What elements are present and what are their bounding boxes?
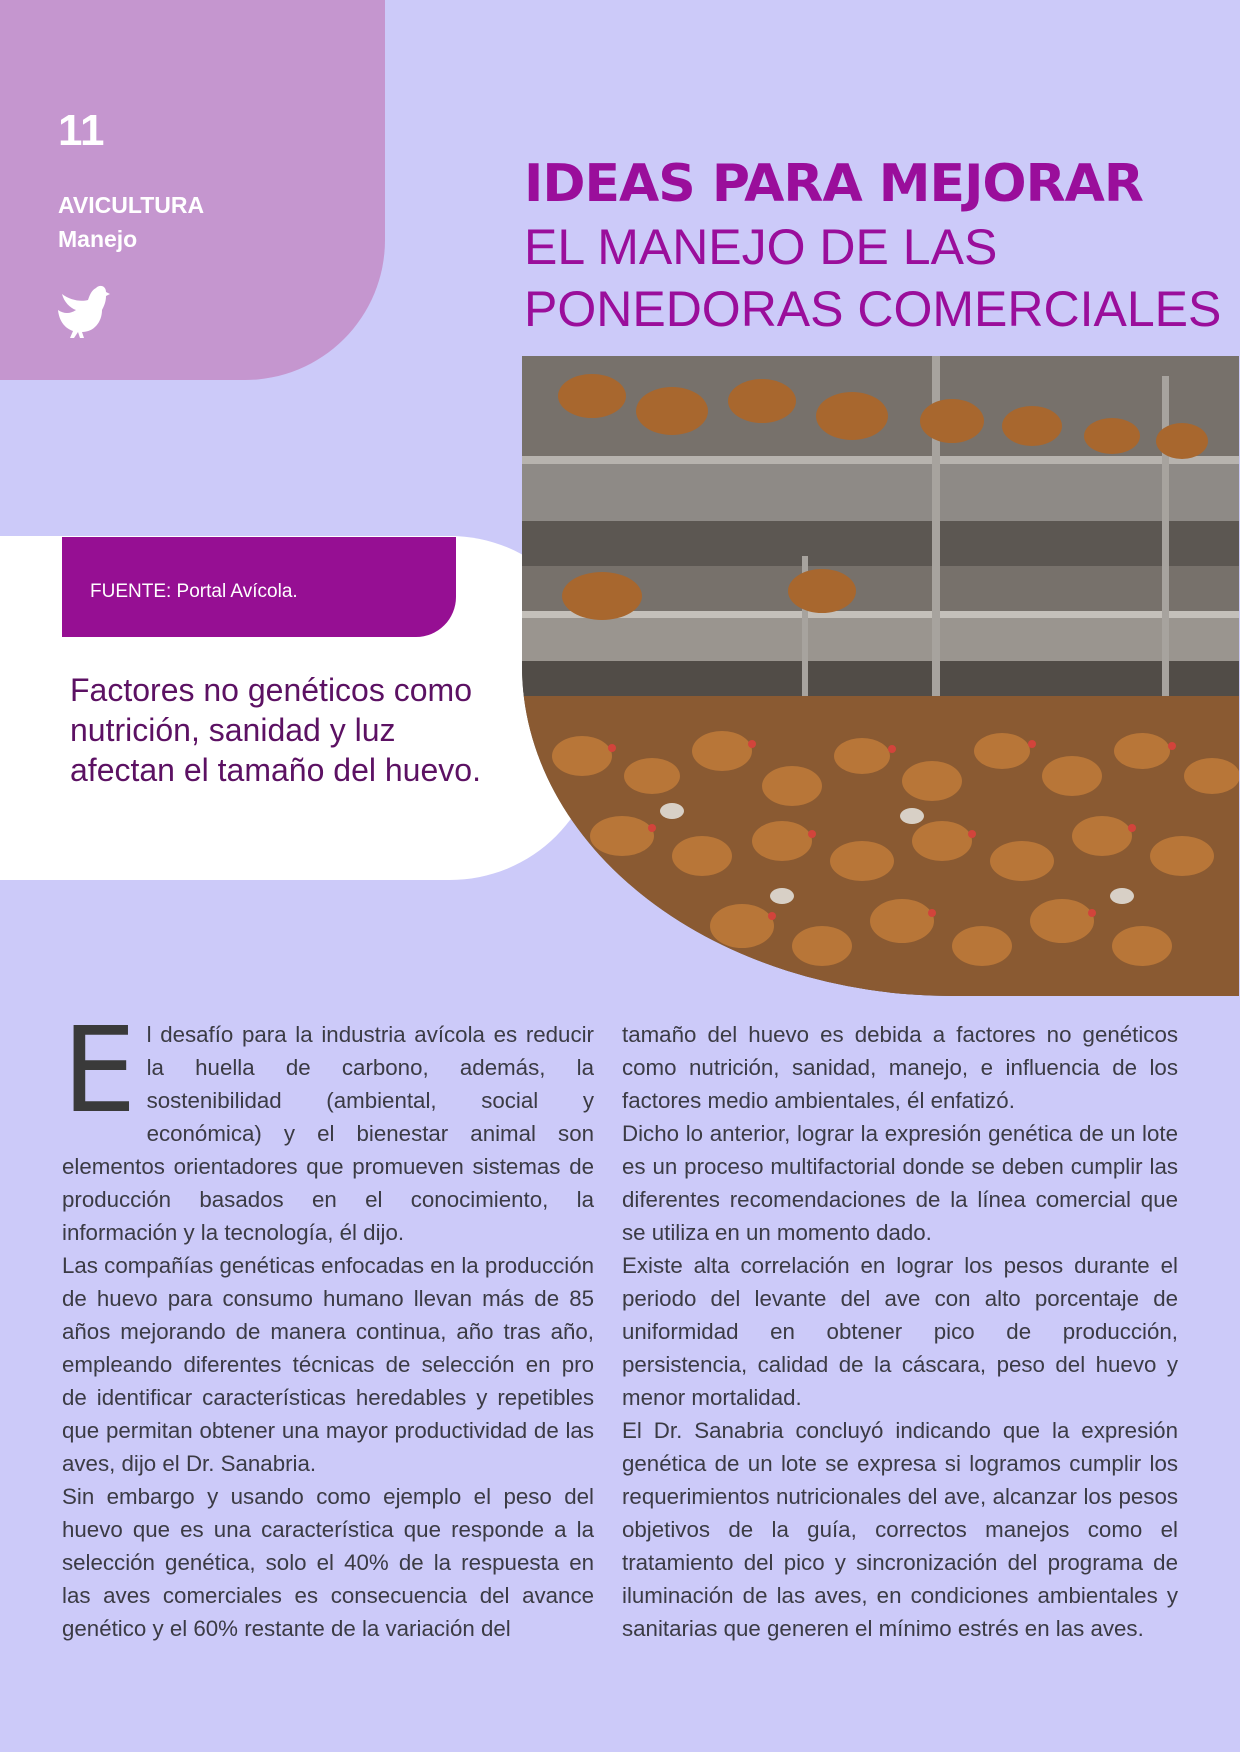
source-bar — [62, 537, 456, 637]
page-number: 11 — [58, 106, 105, 155]
body-paragraph: Las compañías genéticas enfocadas en la producción de huevo para consumo humano llevan más de 85 años mejorando de manera continua, año tras año, empleando diferentes técnicas de selección en pro de identificar características heredables y repetibles que permitan obtener una mayor productividad de las aves, dijo el Dr. Sanabria. — [62, 1253, 594, 1476]
body-paragraph: El Dr. Sanabria concluyó indicando que la expresión genética de un lote se expresa si logramos cumplir los requerimientos nutricionales del ave, alcanzar los pesos objetivos de la guía, correctos manejos como el tratamiento del pico y sincronización del programa de iluminación de las aves, en condiciones ambientales y sanitarias que generen el mínimo estrés en las aves. — [622, 1418, 1178, 1641]
laying-hens-photo — [522, 356, 1239, 996]
article-body-left-column — [62, 1001, 594, 1645]
photo-illustration — [522, 356, 1239, 996]
pull-quote: Factores no genéticos como nutrición, sanidad y luz afectan el tamaño del huevo. — [70, 672, 481, 788]
article-body-right-column — [622, 1018, 1178, 1645]
body-paragraph: Dicho lo anterior, lograr la expresión genética de un lote es un proceso multifactorial donde se deben cumplir las diferentes recomendaciones de la línea comercial que se utiliza en un momento dado. — [622, 1121, 1178, 1245]
section-label — [58, 188, 204, 256]
body-paragraph: Existe alta correlación en lograr los pesos durante el periodo del levante del ave con alto porcentaje de uniformidad en obtener pico de producción, persistencia, calidad de la cáscara, peso del huevo y menor mortalidad. — [622, 1253, 1178, 1410]
body-paragraph — [62, 1001, 594, 1249]
title-line-2: EL MANEJO DE LAS — [524, 219, 998, 275]
source-credit: FUENTE: Portal Avícola. — [90, 581, 298, 602]
title-line-1: IDEAS PARA MEJORAR — [524, 154, 1143, 214]
body-paragraph: Sin embargo y usando como ejemplo el peso del huevo que es una característica que responde a la selección genética, solo el 40% de la respuesta en las aves comerciales es consecuencia del avance genético y el 60% restante de la variación del — [62, 1484, 594, 1641]
article-title — [524, 152, 1221, 340]
body-paragraph: tamaño del huevo es debida a factores no genéticos como nutrición, sanidad, manejo, e influencia de los factores medio ambientales, él enfatizó. — [622, 1022, 1178, 1113]
hen-icon — [56, 282, 112, 340]
section-title: AVICULTURA — [58, 192, 205, 218]
drop-cap: E — [62, 1001, 137, 1139]
paragraph-text: l desafío para la industria avícola es reducir la huella de carbono, además, la sostenibilidad (ambiental, social y económica) y el bienestar animal son elementos orientadores que promueven sistemas de producción basados en el conocimiento, la información y la tecnología, él dijo. — [62, 1022, 594, 1245]
title-line-3: PONEDORAS COMERCIALES — [524, 281, 1222, 337]
section-subtitle: Manejo — [58, 226, 138, 252]
